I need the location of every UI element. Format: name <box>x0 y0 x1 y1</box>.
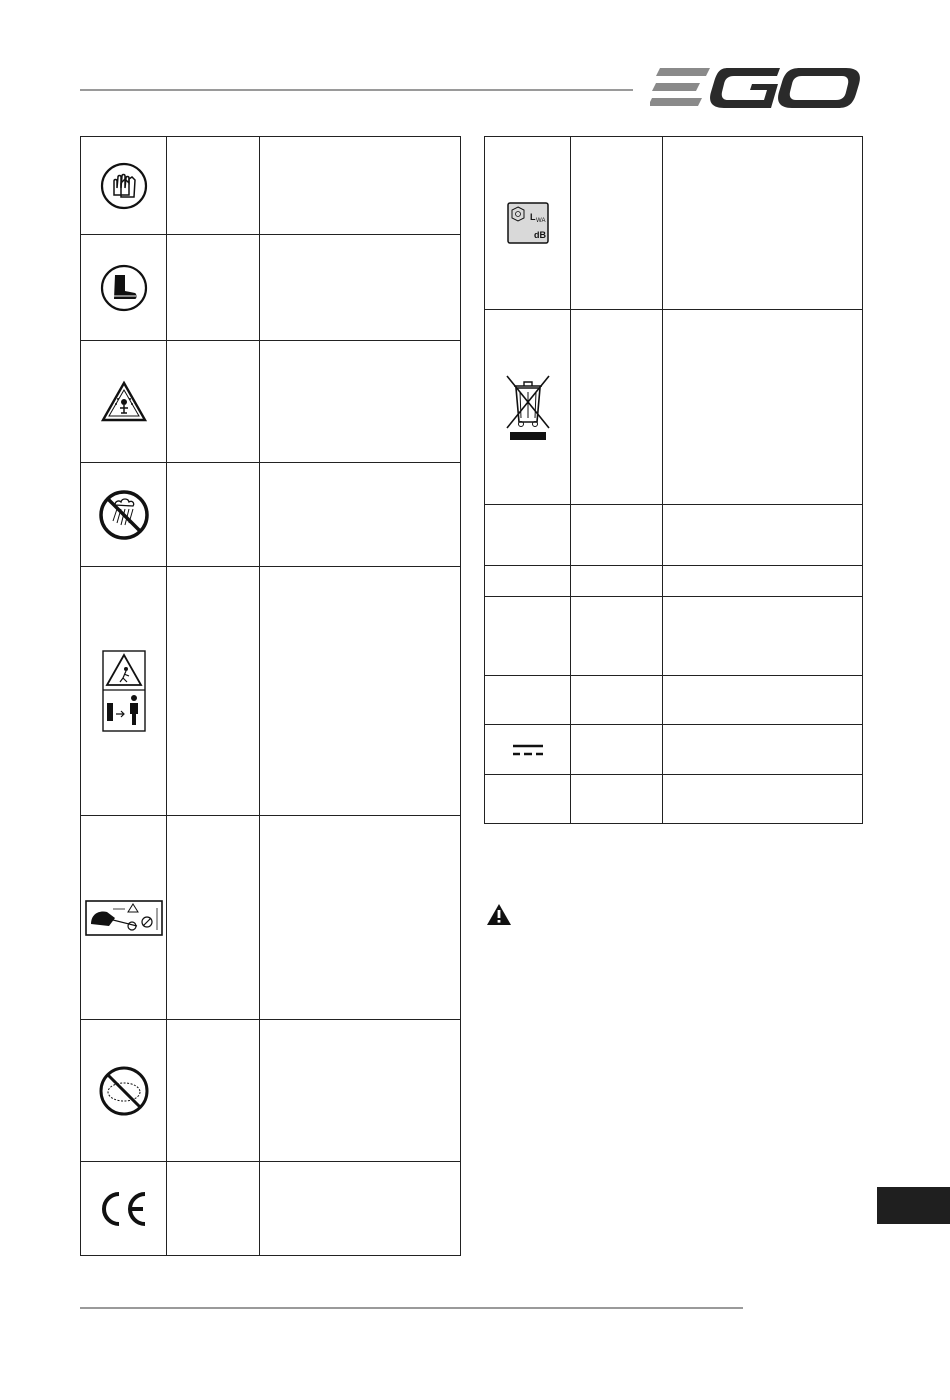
table-row <box>485 725 863 775</box>
symbol-name-cell <box>571 775 663 824</box>
symbol-description-cell <box>260 341 461 463</box>
symbol-description-cell <box>260 463 461 567</box>
icon-cell <box>485 137 571 310</box>
footer-rule <box>80 1307 743 1309</box>
table-row <box>485 505 863 566</box>
table-row <box>81 816 461 1020</box>
symbol-description-cell <box>663 137 863 310</box>
table-row <box>485 775 863 824</box>
symbol-name-cell <box>167 341 260 463</box>
symbol-description-cell <box>260 567 461 816</box>
symbol-name-cell <box>571 597 663 676</box>
table-row <box>81 463 461 567</box>
symbol-description-cell <box>663 725 863 775</box>
symbol-description-cell <box>663 566 863 597</box>
right-symbol-table <box>484 136 863 824</box>
bystander-distance-icon <box>102 650 146 732</box>
icon-cell <box>81 1020 167 1162</box>
gloves-icon <box>99 161 149 211</box>
symbol-cell <box>485 597 571 676</box>
no-rain-icon <box>97 488 151 542</box>
svg-text:dB: dB <box>533 230 546 240</box>
icon-cell <box>485 310 571 505</box>
warning-triangle-icon <box>486 903 512 926</box>
symbol-description-cell <box>663 310 863 505</box>
symbol-cell <box>485 775 571 824</box>
icon-cell <box>81 463 167 567</box>
symbol-description-cell <box>260 1020 461 1162</box>
symbol-name-cell <box>167 567 260 816</box>
table-row <box>81 235 461 341</box>
symbol-name-cell <box>167 137 260 235</box>
symbol-name-cell <box>571 725 663 775</box>
thrown-objects-icon <box>100 380 148 424</box>
ce-mark-icon <box>97 1189 151 1229</box>
table-row <box>485 676 863 725</box>
symbol-name-cell <box>571 676 663 725</box>
icon-cell <box>81 137 167 235</box>
icon-cell <box>81 1162 167 1256</box>
svg-text:L: L <box>529 212 535 222</box>
sound-power-icon <box>507 202 549 244</box>
ego-logo <box>650 62 862 114</box>
language-tab <box>877 1187 950 1224</box>
symbol-cell <box>485 566 571 597</box>
icon-cell <box>81 567 167 816</box>
no-metal-blade-icon <box>98 1065 150 1117</box>
table-row <box>81 1162 461 1256</box>
table-row <box>485 137 863 310</box>
symbol-cell <box>485 505 571 566</box>
symbol-description-cell <box>260 137 461 235</box>
symbol-description-cell <box>260 235 461 341</box>
trimmer-distance-icon <box>85 900 163 936</box>
table-row <box>81 567 461 816</box>
symbol-cell <box>571 310 663 505</box>
symbol-name-cell <box>571 566 663 597</box>
icon-cell <box>485 725 571 775</box>
table-row <box>81 1020 461 1162</box>
table-row <box>485 597 863 676</box>
symbol-name-cell <box>167 1020 260 1162</box>
table-row <box>485 310 863 505</box>
boots-icon <box>99 263 149 313</box>
symbol-name-cell <box>167 463 260 567</box>
symbol-description-cell <box>663 597 863 676</box>
symbol-cell <box>571 137 663 310</box>
left-symbol-table <box>80 136 461 1256</box>
weee-bin-icon <box>504 372 552 442</box>
icon-cell <box>81 341 167 463</box>
symbol-name-cell <box>167 1162 260 1256</box>
symbol-name-cell <box>167 235 260 341</box>
symbol-description-cell <box>260 816 461 1020</box>
symbol-description-cell <box>260 1162 461 1256</box>
icon-cell <box>81 816 167 1020</box>
table-row <box>81 341 461 463</box>
header-rule <box>80 89 633 91</box>
symbol-name-cell <box>571 505 663 566</box>
table-row <box>485 566 863 597</box>
symbol-cell <box>485 676 571 725</box>
table-row <box>81 137 461 235</box>
symbol-name-cell <box>167 816 260 1020</box>
direct-current-icon <box>512 743 544 757</box>
svg-text:WA: WA <box>535 218 545 224</box>
symbol-description-cell <box>663 505 863 566</box>
symbol-description-cell <box>663 676 863 725</box>
symbol-description-cell <box>663 775 863 824</box>
icon-cell <box>81 235 167 341</box>
